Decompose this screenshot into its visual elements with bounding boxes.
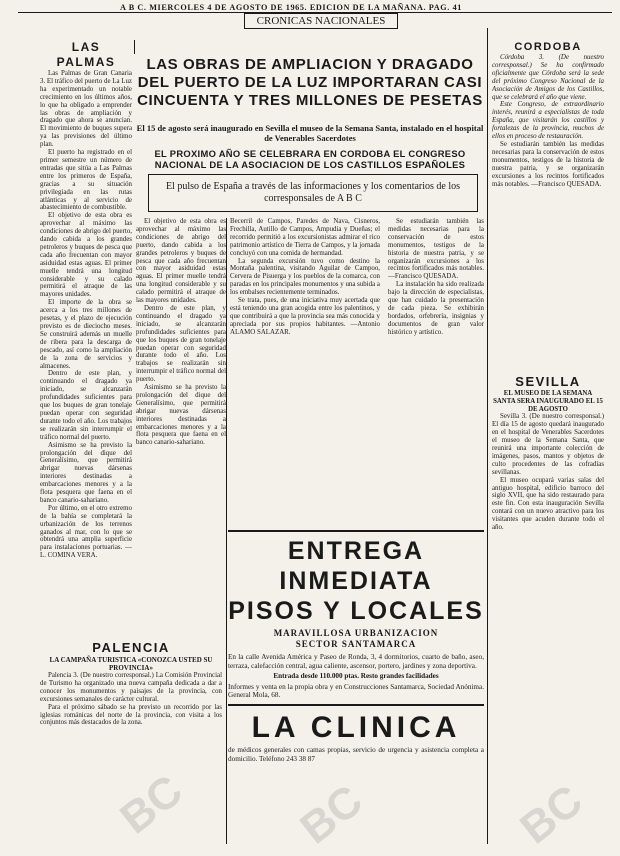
article-paragraph: Sevilla 3. (De nuestro corresponsal.) El día 15 de agosto quedará inaugurado en el hospital de Venerables Sacerdotes el museo de la Semana Santa, que reunirá una importante colección de imágenes, pasos, mantos y objetos de culto procedentes de las cofradías sevillanas. [492, 413, 604, 476]
article-paragraph: Dentro de este plan, y continuando el dragado ya iniciado, se alcanzarán profundidades suficientes para que los buques de gran tonelaje puedan operar con seguridad durante todo el año. Los trabajos se realizarán sin interrumpir el tráfico normal del puerto. [136, 304, 226, 384]
ad-clinic-text: de médicos generales con camas propias, servicio de urgencia y asistencia completa a domicilio. Teléfono 243 38 87 [228, 745, 484, 763]
center-column [230, 218, 380, 526]
column-rule [134, 40, 135, 54]
headline-subtitle-2: EL PROXIMO AÑO SE CELEBRARA EN CORDOBA EL CONGRESO NACIONAL DE LA ASOCIACION DE LOS CASTILLOS ESPAÑOLES [154, 148, 466, 170]
article-paragraph: Palencia 3. (De nuestro corresponsal.) La Comisión Provincial de Turismo ha organizado una nueva campaña dedicada a dar a conocer los monumentos y paisajes de la provincia, con excursiones semanales de carácter cultural. [40, 672, 222, 703]
article-paragraph: El objetivo de esta obra es aprovechar al máximo las condiciones de abrigo del puerto, dando cabida a los grandes petroleros y buques de pesca que cada año frecuentan con mayor asiduidad estas aguas. El primer muelle tendrá una longitud considerable y su calado permitirá el atraque de las mayores unidades. [136, 218, 226, 305]
ad-title: ENTREGA INMEDIATA [279, 537, 433, 595]
article-paragraph: El museo ocupará varias salas del antiguo hospital, edificio barroco del siglo XVII, que ha sido restaurado para este fin. Con esta inauguración Sevilla contará con un nuevo atractivo para los visitantes que acuden durante todo el año. [492, 476, 604, 532]
section-heading-cordoba: CORDOBA [514, 41, 582, 53]
article-subtitle: LA CAMPAÑA TURISTICA «CONOZCA USTED SU PROVINCIA» [49, 656, 213, 672]
ad-rule [228, 704, 484, 706]
ad-subtitle-2: SECTOR SANTAMARCA [295, 639, 417, 649]
watermark: BC [511, 775, 592, 854]
article-paragraph: Se estudiarán también las medidas necesarias para la conservación de estos monumentos, testigos de la historia de nuestra patria, y se organizarán excursiones a los recintos fortificados más notables. —Francisco QUESADA. [492, 140, 604, 188]
ad-rule [228, 530, 484, 532]
section-heading-sevilla: SEVILLA [515, 374, 581, 389]
article-paragraph: Asimismo se ha previsto la prolongación del dique del Generalísimo, que permitirá abrigar nuevas dársenas interiores destinadas a embarcaciones menores y a la flota pesquera que faena en el banco canario-sahariano. [40, 441, 132, 504]
article-paragraph: Becerril de Campos, Paredes de Nava, Cisneros, Frechilla, Autillo de Campos, Ampudia y Dueñas; el recorrido permitió a los excursionistas admirar el rico patrimonio artístico de Tierra de Campos, y la jornada concluyó con una comida de hermandad. [230, 218, 380, 257]
section-heading-palencia: PALENCIA [92, 640, 170, 655]
watermark: BC [291, 775, 372, 854]
article-subtitle: EL MUSEO DE LA SEMANA SANTA SERA INAUGURADO EL 15 DE AGOSTO [493, 390, 603, 413]
article-paragraph: Asimismo se ha previsto la prolongación del dique del Generalísimo, que permitirá abrigar nuevas dársenas interiores destinadas a embarcaciones menores y a la flota pesquera que faena en el banco canario-sahariano. [136, 384, 226, 447]
center-right-column [388, 218, 484, 526]
article-paragraph: Se estudiarán también las medidas necesarias para la conservación de estos monumentos, testigos de la historia de nuestra patria, y se organizarán excursiones a los recintos fortificados más notables. —Francisco QUESADA. [388, 218, 484, 281]
advertisement [228, 530, 484, 826]
article-paragraph: El importe de la obra se acerca a los tres millones de pesetas, y el plazo de ejecución previsto es de dieciocho meses. Se construirá además un muelle de ribera para la descarga de pescado, así como la ampliación de la zona de servicios y almacenes. [40, 299, 132, 370]
cordoba-article [492, 40, 604, 370]
left-middle-column [136, 218, 226, 638]
headline-subtitle: El 15 de agosto será inaugurado en Sevilla el museo de la Semana Santa, instalado en el hospital de Venerables Sacerdotes [136, 123, 484, 143]
article-paragraph: La segunda excursión tuvo como destino la Montaña palentina, visitando Aguilar de Campoo, Cervera de Pisuerga y los pueblos de la comarca, con paradas en los principales monumentos y una subida a los embalses recientemente terminados. [230, 257, 380, 297]
ad-info: Informes y venta en la propia obra y en Construcciones Santamarca, Sociedad Anónima. General Mola, 68. [228, 682, 484, 700]
article-paragraph: La instalación ha sido realizada bajo la dirección de especialistas, que han cuidado la presentación de cada pieza. Se exhibirán bordados, orfebrería, insignias y documentos de gran valor histórico y artístico. [388, 281, 484, 336]
main-headline: LAS OBRAS DE AMPLIACION Y DRAGADO DEL PUERTO DE LA LUZ IMPORTARAN CASI CINCUENTA Y TRES MILLONES DE PESETAS [137, 56, 483, 109]
boxed-note: El pulso de España a través de las informaciones y los comentarios de los corresponsales de A B C [148, 174, 478, 212]
column-rule [487, 28, 488, 844]
article-paragraph: Se trata, pues, de una iniciativa muy acertada que está teniendo una gran acogida entre los palentinos, y que contribuirá a que la provincia sea más conocida y apreciada por sus propios habitantes. —Antonio ALAMO SALAZAR. [230, 297, 380, 336]
section-heading-las-palmas: LAS PALMAS [56, 40, 116, 69]
article-paragraph: Las Palmas de Gran Canaria 3. El tráfico del puerto de La Luz ha experimentado un notable crecimiento en los últimos años, lo que ha obligado a emprender las obras de ampliación y dragado que ahora se anuncian. El movimiento de buques supera ya las previsiones del último plan. [40, 70, 132, 149]
article-paragraph: Por último, en el otro extremo de la bahía se completará la urbanización de los terrenos ganados al mar, con lo que se obtendrá una amplia superficie para instalaciones portuarias. —L. COMINA VERA. [40, 504, 132, 560]
ad-subtitle: MARAVILLOSA URBANIZACION [273, 628, 439, 638]
section-title: CRONICAS NACIONALES [244, 13, 398, 29]
article-paragraph: Dentro de este plan, y continuando el dragado ya iniciado, se alcanzarán profundidades suficientes para que los buques de gran tonelaje puedan operar con seguridad durante todo el año. Los trabajos se realizarán sin interrumpir el tráfico normal del puerto. [40, 370, 132, 441]
article-paragraph: El puerto ha registrado en el primer semestre un número de entradas que sitúa a Las Palmas entre los primeros de España, gracias a su situación privilegiada en las rutas atlánticas y al servicio de abastecimiento de combustible. [40, 149, 132, 212]
article-paragraph: El objetivo de esta obra es aprovechar al máximo las condiciones de abrigo del puerto, dando cabida a los grandes petroleros y buques de pesca que cada año frecuentan con mayor asiduidad estas aguas. El primer muelle tendrá una longitud considerable y su calado permitirá el atraque de las mayores unidades. [40, 212, 132, 299]
ad-clinic-title: LA CLINICA [251, 710, 461, 744]
article-paragraph: Este Congreso, de extraordinario interés, reunirá a especialistas de toda España, que visitarán los castillos y fortalezas de la provincia, muchos de ellos en proceso de restauración. [492, 101, 604, 141]
column-rule [226, 218, 227, 844]
ad-price: Entrada desde 110.000 ptas. Resto grandes facilidades [273, 672, 439, 681]
ad-body: En la calle Avenida América y Paseo de Ronda, 3, 4 dormitorios, cuarto de baño, aseo, terraza, calefacción central, agua caliente, ascensor, portero, jardines y zona deportiva. [228, 653, 484, 670]
ad-title-2: PISOS Y LOCALES [228, 597, 484, 625]
article-paragraph: Córdoba 3. (De nuestro corresponsal.) Se ha confirmado oficialmente que Córdoba será la sede del próximo Congreso Nacional de la Asociación de Amigos de los Castillos, que se celebrará el año que viene. [492, 54, 604, 101]
article-paragraph: Para el próximo sábado se ha previsto un recorrido por las iglesias románicas del norte de la provincia, con visita a los conjuntos más destacados de la zona. [40, 703, 222, 727]
sevilla-article [492, 374, 604, 844]
watermark: BC [111, 765, 192, 844]
page-header: A B C. MIERCOLES 4 DE AGOSTO DE 1965. EDICION DE LA MAÑANA. PAG. 41 [120, 3, 462, 12]
